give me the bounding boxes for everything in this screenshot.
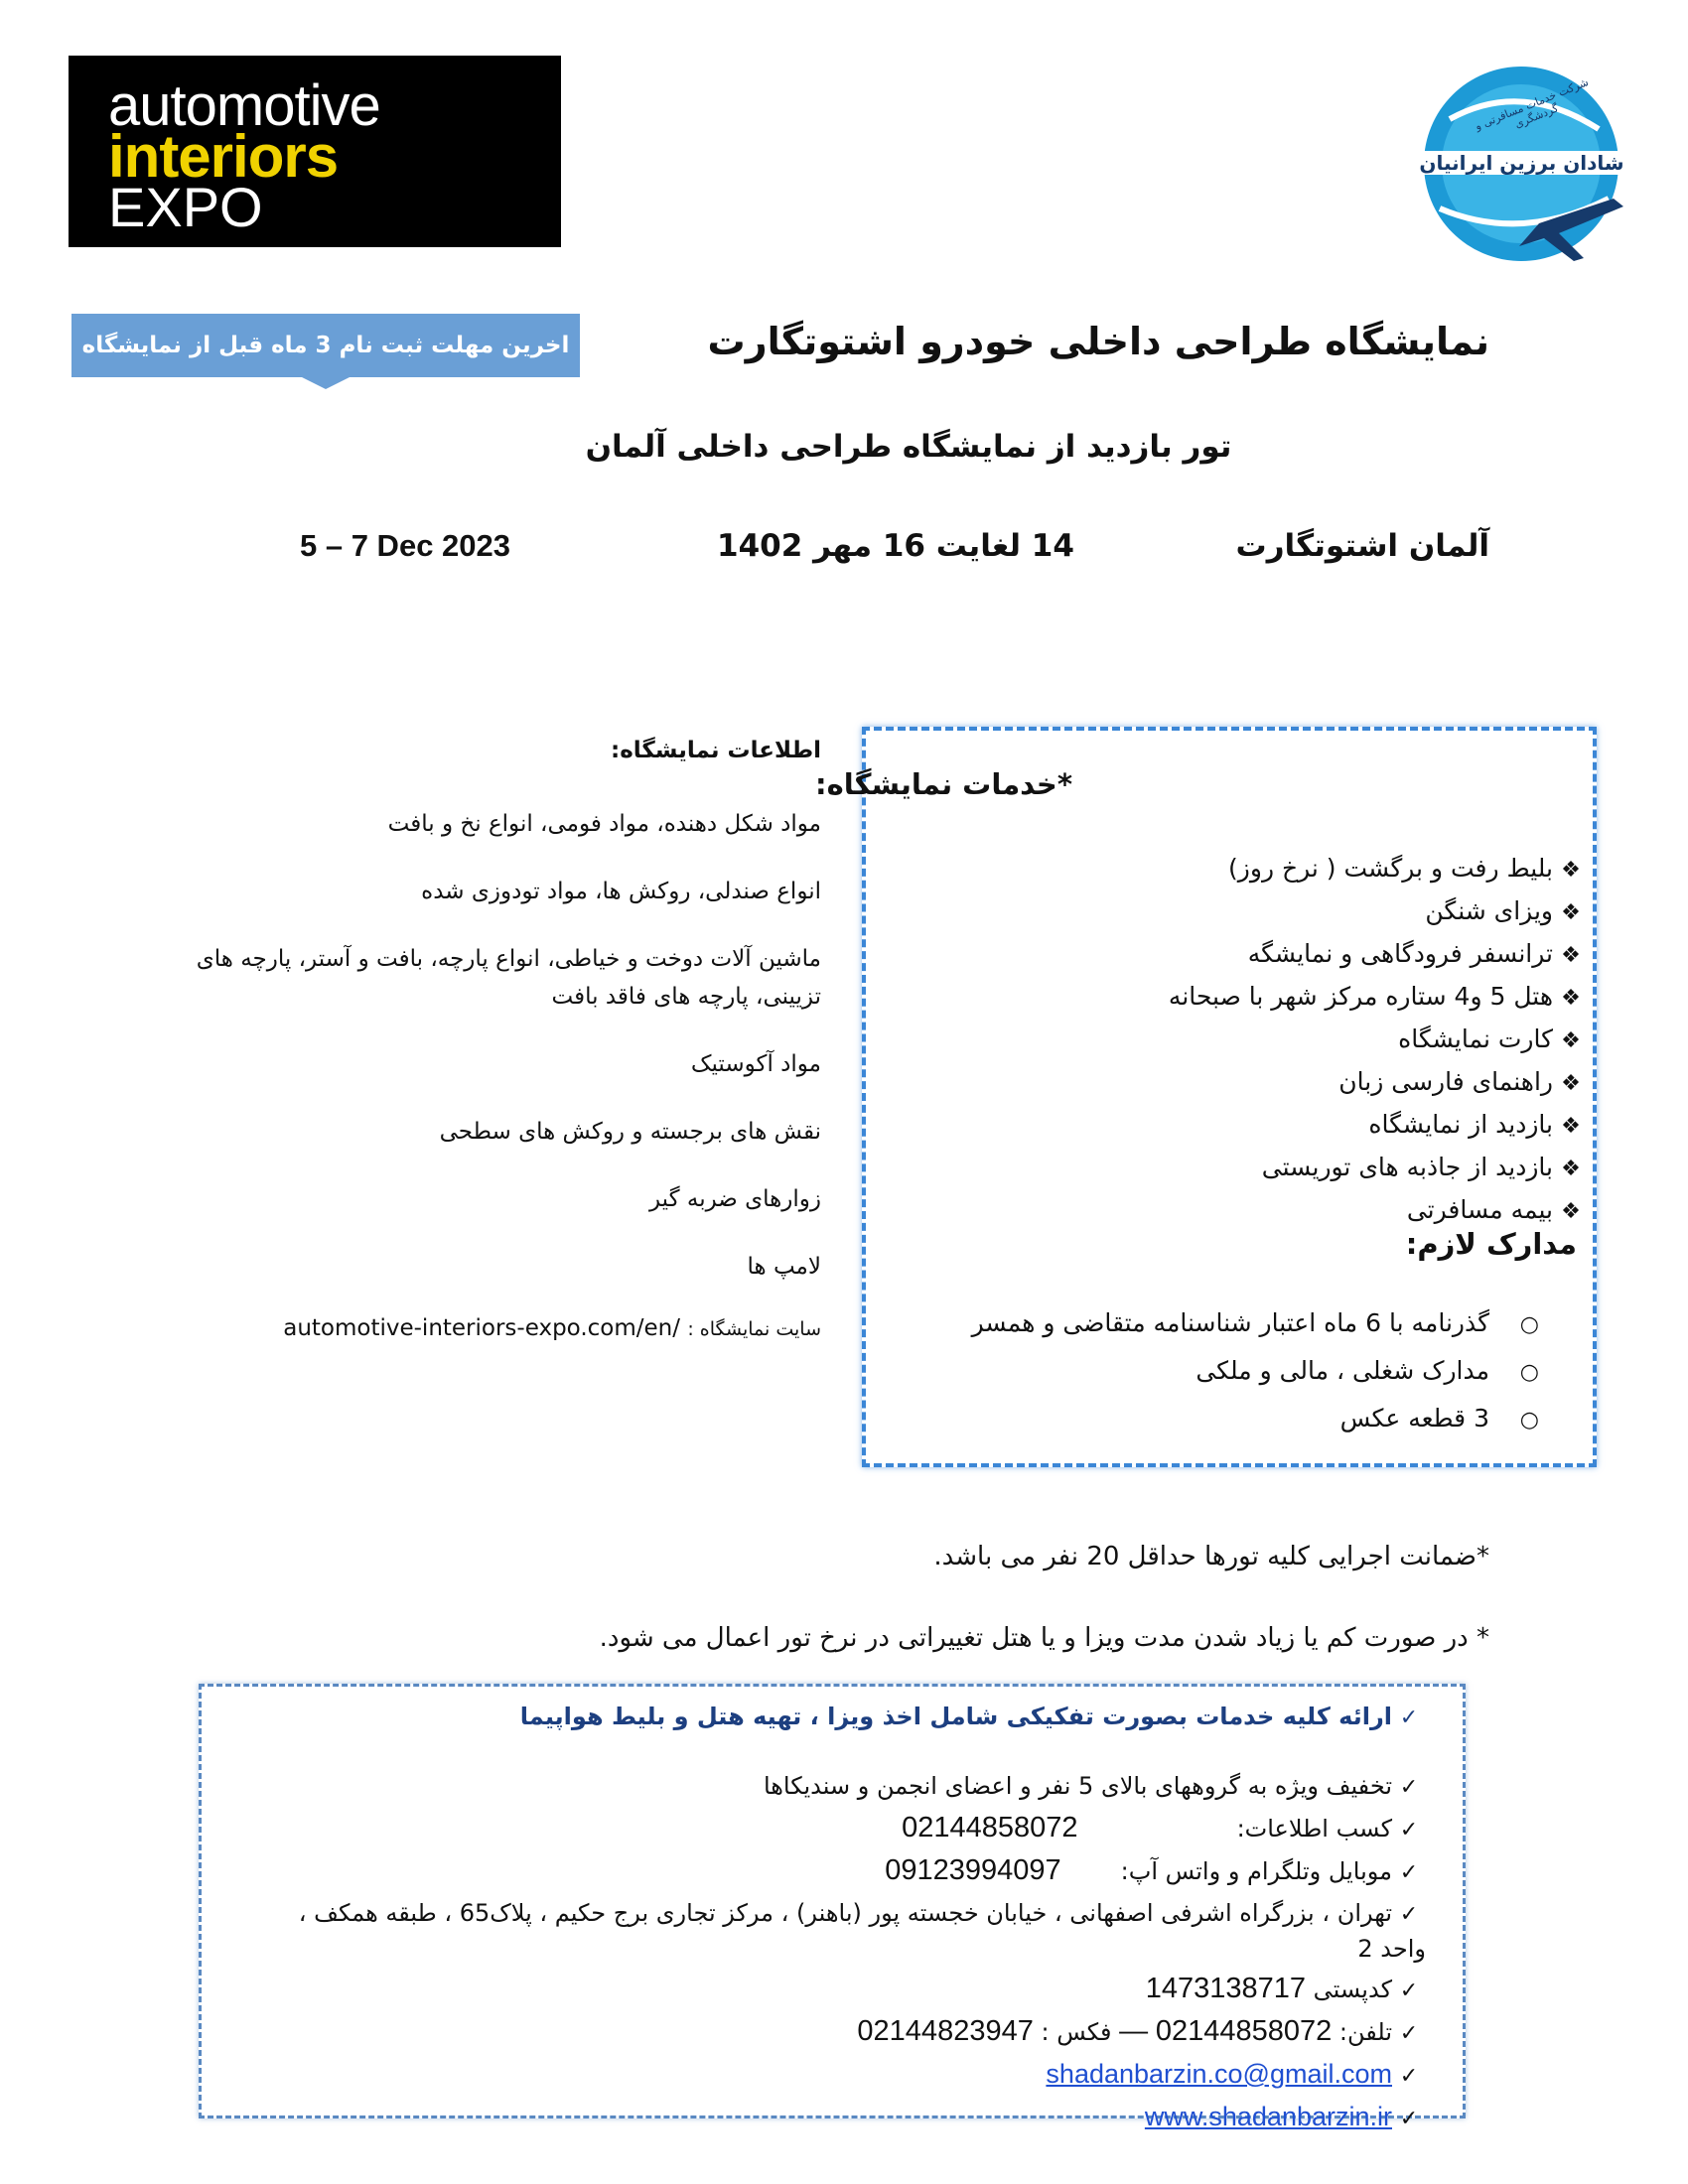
check-icon: ✓ — [1399, 1706, 1419, 1730]
services-list — [894, 848, 1589, 1232]
list-item: ❖کارت نمایشگاه — [894, 1019, 1589, 1061]
contact-info-line: ✓کسب اطلاعات:02144858072 — [254, 1811, 1426, 1847]
list-item: ○3 قطعه عکس — [745, 1396, 1539, 1443]
list-item: ❖بلیط رفت و برگشت ( نرخ روز) — [894, 848, 1589, 890]
list-item: ❖راهنمای فارسی زبان — [894, 1061, 1589, 1104]
deadline-text: اخرین مهلت ثبت نام 3 ماه قبل از نمایشگاه — [81, 333, 570, 358]
list-item: ❖هتل 5 و4 ستاره مرکز شهر با صبحانه — [894, 976, 1589, 1019]
note-price-change: * در صورت کم یا زیاد شدن مدت ویزا و یا هتل تغییراتی در نرخ تور اعمال می شود. — [599, 1623, 1489, 1653]
mobile-phone[interactable]: 09123994097 — [885, 1854, 1061, 1886]
check-icon: ✓ — [1399, 2021, 1419, 2046]
list-item: ○مدارک شغلی ، مالی و ملکی — [745, 1348, 1539, 1396]
date-gregorian: 5 – 7 Dec 2023 — [300, 528, 511, 563]
diamond-bullet-icon: ❖ — [1561, 1199, 1581, 1224]
contact-phone-fax: ✓تلفن: 02144858072 — فکس : 02144823947 — [254, 2014, 1426, 2051]
services-title: *خدمات نمایشگاه: — [815, 767, 1072, 801]
check-icon: ✓ — [1399, 1775, 1419, 1800]
circle-bullet-icon: ○ — [1519, 1408, 1539, 1433]
check-icon: ✓ — [1399, 1818, 1419, 1843]
list-item: ❖بیمه مسافرتی — [894, 1189, 1589, 1232]
circle-bullet-icon: ○ — [1519, 1360, 1539, 1385]
expo-info-item: ماشین آلات دوخت و خیاطی، انواع پارچه، بافت و آستر، پارچه های تزیینی، پارچه های فاقد بافت — [196, 946, 821, 1010]
logo-line-3: EXPO — [108, 176, 263, 238]
sub-title: تور بازدید از نمایشگاه طراحی داخلی آلمان — [585, 429, 1232, 465]
list-item: ○گذرنامه با 6 ماه اعتبار شناسنامه متقاضی و همسر — [745, 1300, 1539, 1348]
diamond-bullet-icon: ❖ — [1561, 1071, 1581, 1096]
list-item: ❖ویزای شنگن — [894, 890, 1589, 933]
check-icon: ✓ — [1399, 2064, 1419, 2089]
check-icon: ✓ — [1399, 1902, 1419, 1927]
email-link[interactable]: shadanbarzin.co@gmail.com — [1046, 2059, 1392, 2089]
expo-site-url[interactable]: automotive-interiors-expo.com/en/ — [283, 1315, 681, 1341]
date-persian: 14 لغایت 16 مهر 1402 — [717, 528, 1074, 564]
expo-info-item: نقش های برجسته و روکش های سطحی — [439, 1119, 821, 1145]
expo-info-item: مواد آکوستیک — [690, 1051, 821, 1077]
main-title: نمایشگاه طراحی داخلی خودرو اشتوتگارت — [707, 320, 1489, 363]
contact-discount: ✓تخفیف ویژه به گروههای بالای 5 نفر و اعضای انجمن و سندیکاها — [254, 1769, 1426, 1805]
expo-site-label: سایت نمایشگاه : — [687, 1318, 821, 1340]
check-icon: ✓ — [1399, 1860, 1419, 1885]
contact-headline: ✓ارائه کلیه خدمات بصورت تفکیکی شامل اخذ ویزا ، تهیه هتل و بلیط هواپیما — [254, 1700, 1426, 1735]
contact-mobile-line: ✓موبایل وتلگرام و واتس آپ:09123994097 — [254, 1853, 1426, 1890]
info-phone[interactable]: 02144858072 — [902, 1812, 1078, 1843]
expo-info-item: لامپ ها — [747, 1254, 821, 1280]
diamond-bullet-icon: ❖ — [1561, 986, 1581, 1011]
deadline-ribbon — [71, 314, 580, 383]
agency-name: شادان برزین ایرانیان — [1410, 151, 1633, 175]
diamond-bullet-icon: ❖ — [1561, 858, 1581, 883]
list-item: ❖ترانسفر فرودگاهی و نمایشگه — [894, 933, 1589, 976]
expo-info-title: اطلاعات نمایشگاه: — [611, 738, 821, 763]
diamond-bullet-icon: ❖ — [1561, 1157, 1581, 1181]
contact-website — [254, 2100, 1426, 2136]
diamond-bullet-icon: ❖ — [1561, 1114, 1581, 1139]
expo-logo — [69, 56, 561, 247]
website-link[interactable]: www.shadanbarzin.ir — [1144, 2102, 1392, 2131]
contact-email — [254, 2057, 1426, 2094]
agency-slogan: شرکت خدمات مسافرتی و گردشگری — [1473, 75, 1591, 133]
office-phone[interactable]: 02144858072 — [1155, 2015, 1333, 2047]
expo-info-item: زوارهای ضربه گیر — [648, 1186, 821, 1212]
contact-list — [254, 1700, 1426, 2142]
agency-logo — [1410, 60, 1633, 268]
location: آلمان اشتوتگارت — [1235, 528, 1489, 564]
note-min-group: *ضمانت اجرایی کلیه تورها حداقل 20 نفر می باشد. — [933, 1542, 1489, 1571]
list-item: ❖بازدید از نمایشگاه — [894, 1104, 1589, 1147]
contact-address: ✓تهران ، بزرگراه اشرفی اصفهانی ، خیابان خجسته پور (باهنر) ، مرکز تجاری برج حکیم ، پلاک65 ، طبقه همکف ، واحد 2 — [298, 1899, 1426, 1963]
fax-number: 02144823947 — [857, 2015, 1034, 2047]
expo-info — [126, 738, 821, 1341]
diamond-bullet-icon: ❖ — [1561, 1028, 1581, 1053]
check-icon: ✓ — [1399, 2107, 1419, 2131]
diamond-bullet-icon: ❖ — [1561, 943, 1581, 968]
circle-bullet-icon: ○ — [1519, 1312, 1539, 1337]
logo-line-2: interiors — [108, 123, 339, 190]
list-item: ❖بازدید از جاذبه های توریستی — [894, 1147, 1589, 1189]
documents-list — [745, 1300, 1539, 1443]
diamond-bullet-icon: ❖ — [1561, 900, 1581, 925]
expo-info-item: انواع صندلی، روکش ها، مواد تودوزی شده — [421, 879, 821, 904]
expo-info-item: مواد شکل دهنده، مواد فومی، انواع نخ و بافت — [387, 811, 821, 837]
expo-site-line — [126, 1315, 821, 1341]
logo-line-1: automotive — [108, 73, 380, 138]
documents-title: مدارک لازم: — [1405, 1227, 1577, 1261]
check-icon: ✓ — [1399, 1979, 1419, 2003]
contact-postal: ✓کدپستی 1473138717 — [254, 1972, 1426, 2008]
